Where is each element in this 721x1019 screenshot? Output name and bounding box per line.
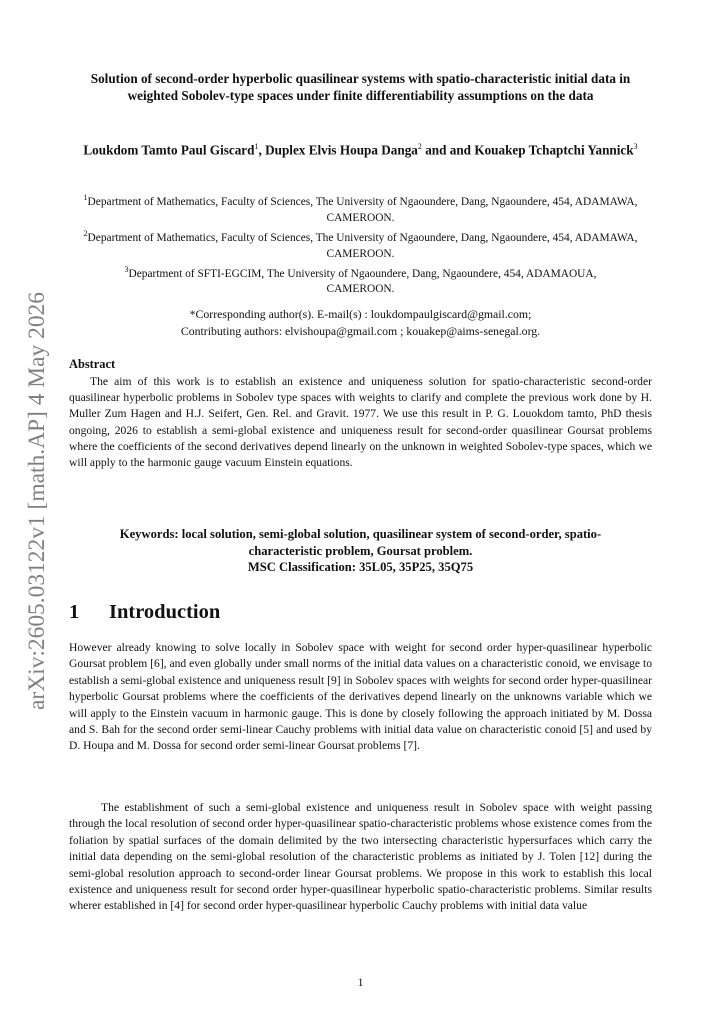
- keywords: Keywords: local solution, semi-global solution, quasilinear system of second-order, spatio-characteristic problem, Goursat problem.: [119, 527, 602, 558]
- affiliation-marker: 2: [83, 228, 88, 238]
- body-paragraph: However already knowing to solve locally in Sobolev space with weight for second order hyper-quasilinear hyperbolic Goursat problem [6], and even globally under small norms of the initial data values on a characteristic conoid, we envisage to establish a semi-global existence and uniqueness result [9] in Sobolev spaces with weights for second order hyper-quasilinear hyperbolic Goursat problems where the coefficients of the derivatives depend linearly on the unknowns variable which we will apply to the Einstein vacuum in harmonic gauge. This is done by closely following the approach initiated by M. Dossa and S. Bah for the second order semi-linear Cauchy problems with initial data value on characteristic conoid [5] and used by D. Houpa and M. Dossa for second order semi-linear Goursat problems [7].: [69, 641, 652, 753]
- author-list: [69, 138, 652, 158]
- affiliation-marker: 3: [124, 264, 129, 274]
- msc-classification: MSC Classification: 35L05, 35P25, 35Q75: [247, 560, 474, 574]
- abstract-text: The aim of this work is to establish an existence and uniqueness solution for spatio-characteristic second-order quasilinear hyperbolic problems in Sobolev type spaces with weights to clarify and complete the previous work done by H. Muller Zum Hagen and H.J. Seifert, Gen. Rel. and Gravit. 1977. We use this result in P. G. Louokdom tamto, PhD thesis ongoing, 2026 to establish a semi-global existence and uniqueness result for second-order quasilinear Goursat problems where the coefficients of the second derivatives depend linearly on the unknown in weighted Sobolev-type spaces, which we will apply to the harmonic gauge vacuum Einstein equations.: [69, 375, 652, 470]
- author-name: Kouakep Tchaptchi Yannick: [474, 142, 634, 158]
- keywords-block: [69, 526, 652, 576]
- affiliation: [69, 226, 652, 262]
- corresponding-author: *Corresponding author(s). E-mail(s) : loukdompaulgiscard@gmail.com;: [189, 307, 532, 321]
- abstract-heading: Abstract: [69, 357, 116, 371]
- contact-info: [69, 306, 652, 340]
- body-paragraph: The establishment of such a semi-global existence and uniqueness result in Sobolev space with weight passing through the local resolution of second order hyper-quasilinear spatio-characteristic problems whose existence comes from the foliation by spatial surfaces of the domain delimited by the two intersecting characteristic hypersurfaces which carry the initial data depending on the semi-global resolution of the characteristic problems as initiated by J. Tolen [12] during the semi-global resolution approach to second-order linear Goursat problems. We propose in this work to establish this local existence and uniqueness result for second order hyper-quasilinear hyperbolic spatio-characteristic problems. Similar results wherer established in [4] for second order hyper-quasilinear hyperbolic Cauchy problems with initial data value: [69, 801, 652, 913]
- author-separator: and and: [421, 142, 475, 158]
- affiliation-text: Department of SFTI-EGCIM, The University of Ngaoundere, Dang, Ngaoundere, 454, ADAMAOUA, CAMEROON.: [128, 267, 597, 296]
- affiliation: [69, 190, 652, 226]
- section-title: Introduction: [109, 601, 221, 623]
- section-heading: [69, 601, 220, 624]
- arxiv-stamp: [20, 290, 52, 710]
- author-separator: ,: [258, 142, 266, 158]
- affiliation: [69, 262, 652, 298]
- affiliation-marker: 1: [83, 193, 88, 202]
- paper-title: Solution of second-order hyperbolic quasilinear systems with spatio-characteristic initial data in weighted Sobolev-type spaces under finite differentiability assumptions on the data: [90, 71, 631, 103]
- author-name: Duplex Elvis Houpa Danga: [265, 142, 418, 158]
- contributing-authors: Contributing authors: elvishoupa@gmail.com ; kouakep@aims-senegal.org.: [180, 324, 541, 338]
- affiliations: [69, 190, 652, 297]
- arxiv-stamp-text: arXiv:2605.03122v1 [math.AP] 4 May 2026: [24, 299, 49, 710]
- page-number: 1: [357, 976, 364, 989]
- affiliation-marker: 2: [417, 142, 422, 151]
- affiliation-marker: 3: [633, 142, 638, 151]
- affiliation-text: Department of Mathematics, Faculty of Sciences, The University of Ngaoundere, Dang, Ngaoundere, 454, ADAMAWA, CAMEROON.: [87, 231, 638, 260]
- section-number: 1: [69, 601, 80, 623]
- affiliation-text: Department of Mathematics, Faculty of Sciences, The University of Ngaoundere, Dang, Ngaoundere, 454, ADAMAWA, CAMEROON.: [87, 195, 638, 224]
- affiliation-marker: 1: [254, 142, 259, 151]
- author-name: Loukdom Tamto Paul Giscard: [83, 142, 255, 158]
